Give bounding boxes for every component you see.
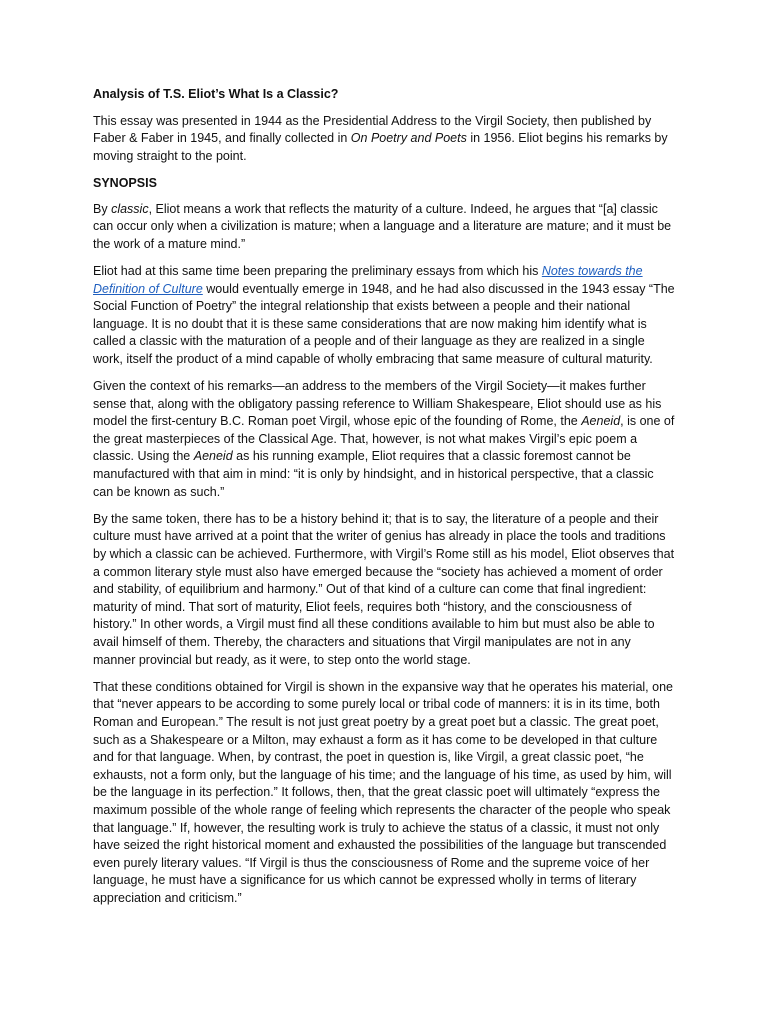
- p2-text-a: Eliot had at this same time been preparing the preliminary essays from which his: [93, 263, 542, 278]
- paragraph-1: [93, 201, 675, 254]
- aeneid-title-2: Aeneid: [193, 449, 233, 464]
- paragraph-2: [93, 263, 675, 369]
- intro-text-a: This essay was presented in 1944 as the Presidential Address to the Virgil Society, then published by Faber & Faber in 1945, and finally collected in: [93, 113, 652, 146]
- document-title: Analysis of T.S. Eliot’s What Is a Classic?: [93, 87, 339, 101]
- p1-text-b: , Eliot means a work that reflects the maturity of a culture. Indeed, he argues that “[a] classic can occur only when a civilization is mature; when a language and a literature are mature; and it must be the work of a mature mind.”: [93, 201, 672, 251]
- book-title-on-poetry-and-poets: On Poetry and Poets: [350, 131, 467, 146]
- p3-text-c: as his running example, Eliot requires that a classic foremost cannot be manufactured with that aim in mind: “it is only by hindsight, and in historical perspective, that a classic can be known as such.”: [93, 449, 654, 499]
- p2-text-b: would eventually emerge in 1948, and he had also discussed in the 1943 essay “The Social Function of Poetry” the integral relationship that exists between a people and their national language. It is no doubt that it is these same considerations that are now making him identify what is called a classic with the maturation of a people and of their language as they are realized in a single work, itself the product of a mind capable of wholly embracing that same measure of cultural maturity.: [93, 281, 675, 366]
- p3-text-b: , is one of the great masterpieces of the Classical Age. That, however, is not what makes Virgil’s epic poem a classic. Using the: [93, 414, 675, 464]
- notes-towards-definition-of-culture-link[interactable]: Notes towards the Definition of Culture: [93, 263, 643, 296]
- paragraph-5: That these conditions obtained for Virgil is shown in the expansive way that he operates his material, one that “never appears to be according to some purely local or tribal code of manners: it is in its time, both Roman and European.” The result is not just great poetry by a great poet but a classic. The great poet, such as a Shakespeare or a Milton, may exhaust a form as it has come to be developed in that culture and for that language. When, by contrast, the poet in question is, like Virgil, a great classic poet, “he exhausts, not a form only, but the language of his time; and the language of his time, as used by him, will be the language in its perfection.” It follows, then, that the great classic poet will ultimately “express the maximum possible of the whole range of feeling which represents the character of the people who speak that language.” If, however, the resulting work is truly to achieve the status of a classic, it must not only have seized the right historical moment and exhausted the possibilities of the language but transcended even purely literary values. “If Virgil is thus the consciousness of Rome and the supreme voice of her language, he must have a significance for us which cannot be expressed wholly in terms of literary appreciation and criticism.”: [93, 679, 673, 905]
- paragraph-4: By the same token, there has to be a history behind it; that is to say, the literature of a people and their culture must have arrived at a point that the writer of genius has already in place the tools and traditions by which a classic can be achieved. Furthermore, with Virgil’s Rome still as his model, Eliot observes that a common literary style must also have emerged because the “society has achieved a moment of order and stability, of equilibrium and harmony.” Out of that kind of a culture can come that final ingredient: maturity of mind. That sort of maturity, Eliot feels, requires both “history, and the consciousness of history.” In other words, a Virgil must find all these conditions available to him but must also be able to avail himself of them. Thereby, the characters and situations that Virgil manipulates are not in any manner provincial but ready, as it were, to step onto the world stage.: [93, 511, 675, 667]
- document-page: [93, 86, 675, 917]
- aeneid-title-1: Aeneid: [581, 414, 621, 429]
- paragraph-3: [93, 378, 675, 501]
- p3-text-a: Given the context of his remarks—an address to the members of the Virgil Society—it makes further sense that, along with the obligatory passing reference to William Shakespeare, Eliot should use as his model the first-century B.C. Roman poet Virgil, whose epic of the founding of Rome, the: [93, 379, 662, 429]
- synopsis-heading: SYNOPSIS: [93, 175, 157, 190]
- p1-text-a: By: [93, 201, 112, 216]
- term-classic: classic: [111, 201, 149, 216]
- intro-paragraph: [93, 113, 675, 166]
- intro-text-b: in 1956. Eliot begins his remarks by moving straight to the point.: [93, 131, 668, 163]
